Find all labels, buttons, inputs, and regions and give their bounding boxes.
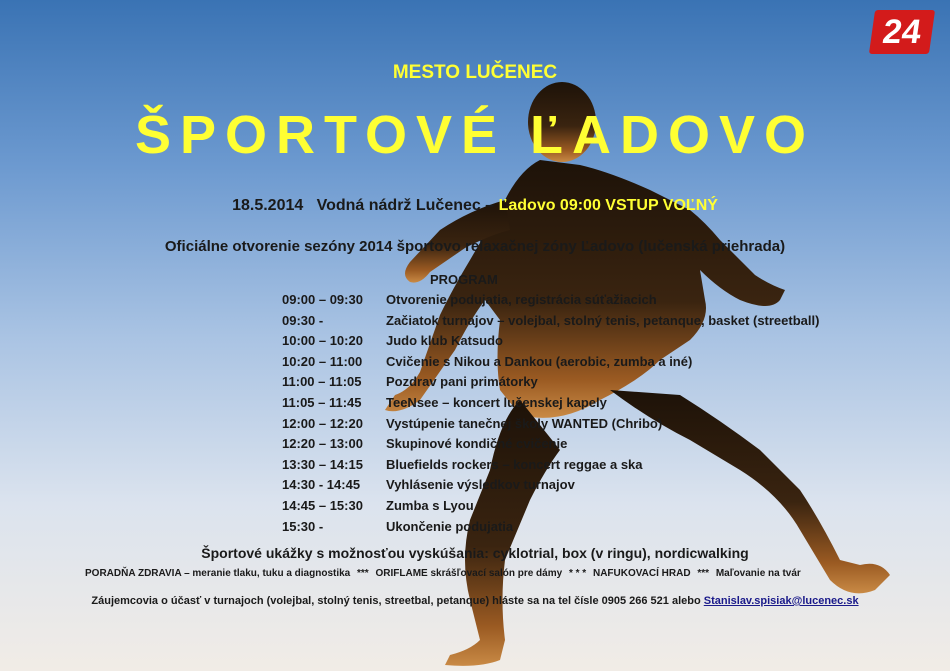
event-date: 18.5.2014	[232, 197, 304, 214]
schedule-activity: Otvorenie podujatia, registrácia súťažiacich	[386, 292, 657, 307]
schedule-time: 14:30 - 14:45	[282, 477, 361, 492]
schedule-activity: TeeNsee – koncert lučenskej kapely	[386, 395, 607, 410]
sport-demo-line: Športové ukážky s možnosťou vyskúšania: cyklotrial, box (v ringu), nordicwalking	[201, 545, 749, 561]
opening-line: Oficiálne otvorenie sezóny 2014 športovo relaxačnej zóny Ľadovo (lučenská priehrada)	[164, 238, 786, 255]
contact-line	[0, 595, 950, 607]
schedule-activity: Judo klub Katsudo	[386, 333, 503, 348]
schedule-activity: Cvičenie s Nikou a Dankou (aerobic, zumba a iné)	[386, 354, 693, 369]
schedule-time: 10:20 – 11:00	[282, 354, 363, 369]
schedule-time: 12:00 – 12:20	[282, 416, 363, 431]
city-title: MESTO LUČENEC	[392, 62, 558, 83]
separator: ***	[357, 568, 369, 579]
schedule-activity: Skupinové kondičné cvičenie	[386, 436, 568, 451]
schedule-time: 11:00 – 11:05	[282, 374, 362, 389]
event-line	[0, 197, 950, 215]
separator: ***	[697, 568, 710, 579]
program-heading: PROGRAM	[430, 272, 498, 287]
schedule-activity: Vystúpenie tanečnej školy WANTED (Chribo)	[386, 416, 663, 431]
schedule-time: 09:00 – 09:30	[282, 292, 363, 307]
schedule-time: 09:30 -	[282, 313, 324, 328]
schedule-activity: Začiatok turnajov – volejbal, stolný tenis, petanque, basket (streetball)	[386, 313, 820, 328]
poster-title: ŠPORTOVÉ ĽADOVO	[134, 105, 816, 165]
services-line	[85, 568, 805, 579]
service-castle: NAFUKOVACÍ HRAD	[592, 568, 691, 579]
service-health: PORADŇA ZDRAVIA – meranie tlaku, tuku a diagnostika	[85, 568, 351, 579]
event-highlight: Ľadovo 09:00 VSTUP VOĽNÝ	[498, 197, 718, 214]
schedule-time: 12:20 – 13:00	[282, 436, 363, 451]
schedule-activity: Vyhlásenie výsledkov turnajov	[386, 477, 575, 492]
separator: * * *	[568, 568, 587, 579]
contact-text: Záujemcovia o účasť v turnajoch (volejbal, stolný tenis, streetbal, petanque) hláste sa na tel čísle 0905 266 521 alebo	[91, 595, 701, 607]
schedule-time: 11:05 – 11:45	[282, 395, 362, 410]
tv24-logo: 24	[869, 10, 935, 54]
contact-email-link[interactable]: Stanislav.spisiak@lucenec.sk	[703, 595, 859, 607]
schedule-time: 14:45 – 15:30	[282, 498, 363, 513]
schedule-activity: Pozdrav pani primátorky	[386, 374, 538, 389]
schedule-activity: Zumba s Lyou	[386, 498, 474, 513]
service-oriflame: ORIFLAME skrášľovací salón pre dámy	[375, 568, 563, 579]
schedule-activity: Bluefields rockers – koncert reggae a ska	[386, 457, 643, 472]
event-place: Vodná nádrž Lučenec –	[316, 197, 495, 214]
service-facepaint: Maľovanie na tvár	[715, 568, 801, 579]
schedule-time: 10:00 – 10:20	[282, 333, 363, 348]
schedule-time: 15:30 -	[282, 519, 324, 534]
schedule-time: 13:30 – 14:15	[282, 457, 363, 472]
schedule-activity: Ukončenie podujatia	[386, 519, 514, 534]
